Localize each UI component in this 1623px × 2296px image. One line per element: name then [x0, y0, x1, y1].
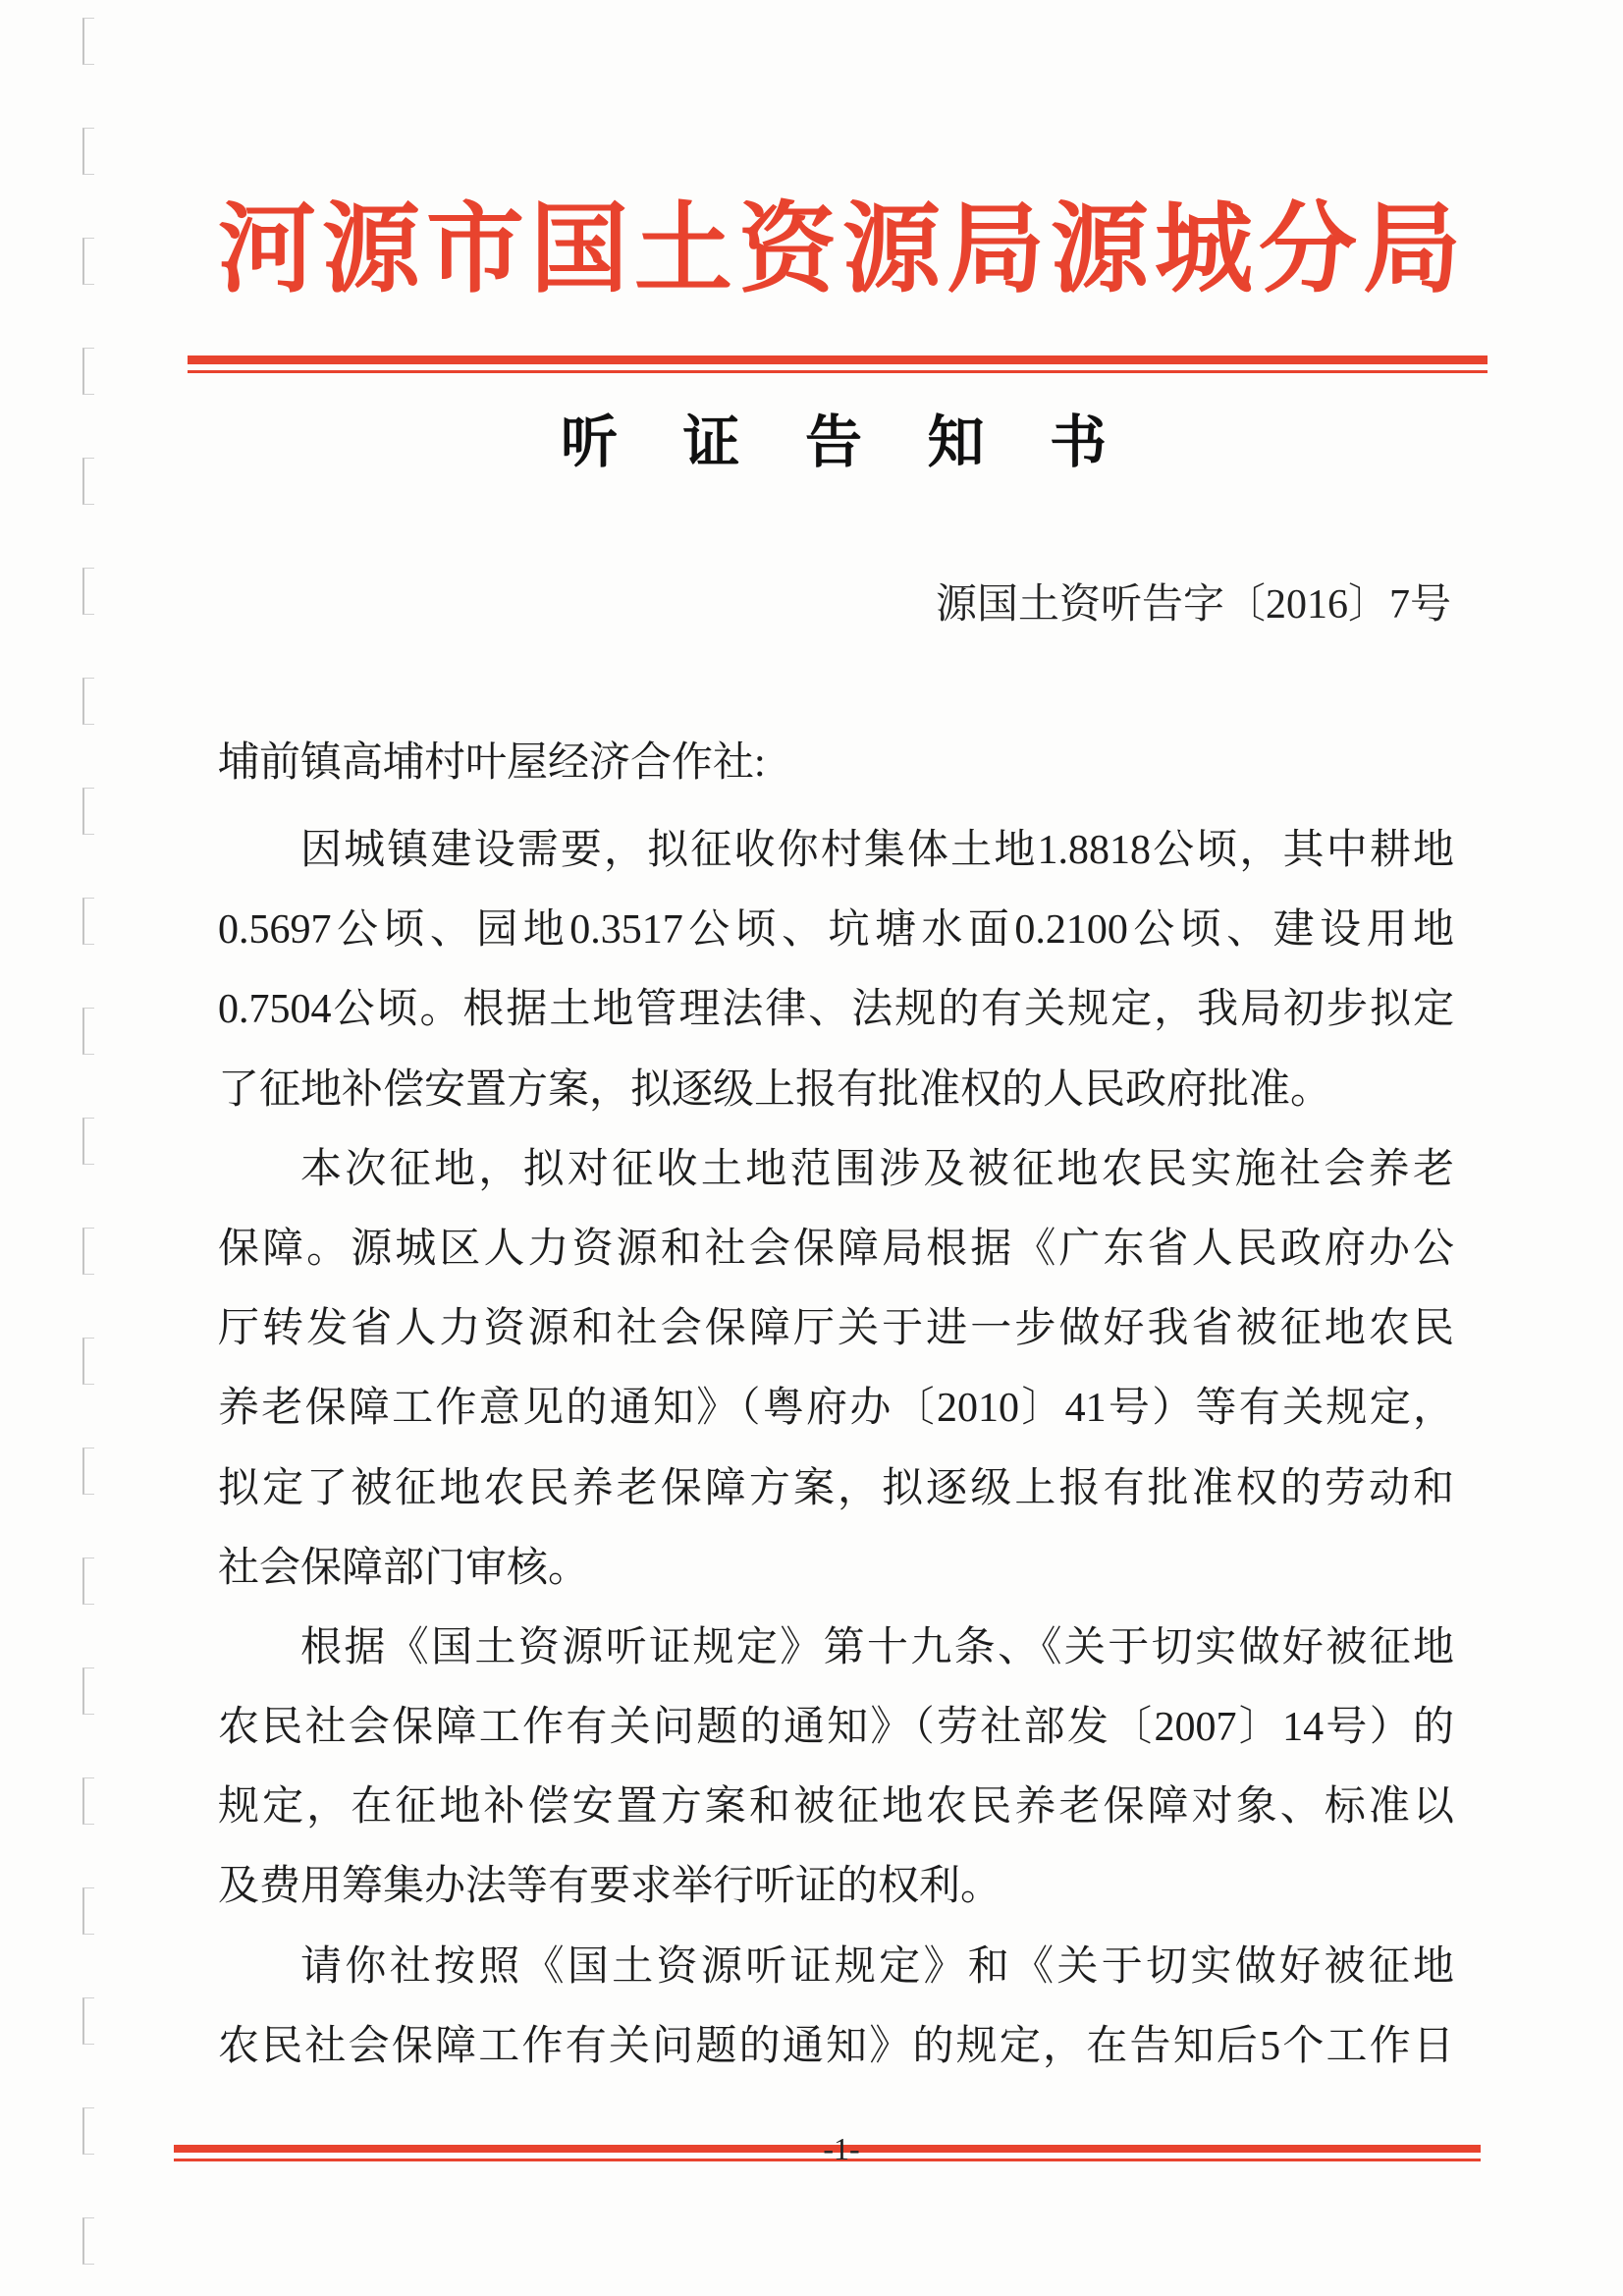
binding-mark — [82, 788, 94, 835]
binding-mark — [82, 458, 94, 505]
document-title: 听 证 告 知 书 — [561, 410, 1107, 474]
body-line: 及费用筹集办法等有要求举行听证的权利。 — [218, 1864, 1002, 1910]
binding-mark — [82, 2107, 94, 2155]
body-line: 根据《国土资源听证规定》第十九条、《关于切实做好被征地 — [300, 1624, 1454, 1670]
binding-mark — [82, 1448, 94, 1495]
body-line: 厅转发省人力资源和社会保障厅关于进一步做好我省被征地农民 — [218, 1306, 1454, 1352]
binding-mark — [82, 1887, 94, 1935]
paragraph — [218, 1928, 1454, 2087]
body-line: 社会保障部门审核。 — [218, 1545, 590, 1591]
header-rule-thin — [188, 370, 1488, 373]
body-line: 0.7504公顷。根据土地管理法律、法规的有关规定，我局初步拟定 — [218, 987, 1454, 1033]
binding-mark — [82, 1997, 94, 2045]
organization-title: 河源市国土资源局源城分局 — [218, 195, 1461, 304]
body-line: 请你社按照《国土资源听证规定》和《关于切实做好被征地 — [300, 1943, 1454, 1990]
body-line: 0.5697公顷、园地0.3517公顷、坑塘水面0.2100公顷、建设用地 — [218, 907, 1454, 954]
paragraph — [218, 1609, 1454, 1928]
paragraph — [218, 1130, 1454, 1609]
binding-mark — [82, 898, 94, 945]
binding-mark — [82, 678, 94, 725]
binding-mark — [82, 568, 94, 615]
binding-mark — [82, 1777, 94, 1825]
binding-mark — [82, 128, 94, 175]
body-line: 拟定了被征地农民养老保障方案，拟逐级上报有批准权的劳动和 — [218, 1465, 1454, 1511]
paragraph — [218, 811, 1454, 1130]
binding-mark — [82, 348, 94, 395]
body-line: 农民社会保障工作有关问题的通知》的规定，在告知后5个工作日 — [218, 2023, 1454, 2069]
body-line: 了征地补偿安置方案，拟逐级上报有批准权的人民政府批准。 — [218, 1066, 1332, 1113]
binding-mark — [82, 1667, 94, 1715]
body-line: 规定，在征地补偿安置方案和被征地农民养老保障对象、标准以 — [218, 1784, 1454, 1831]
binding-mark — [82, 1558, 94, 1605]
body-line: 农民社会保障工作有关问题的通知》（劳社部发〔2007〕14号）的 — [218, 1705, 1454, 1751]
binding-mark — [82, 1008, 94, 1055]
binding-mark — [82, 1118, 94, 1165]
binding-mark — [82, 1228, 94, 1275]
body-line: 因城镇建设需要，拟征收你村集体土地1.8818公顷，其中耕地 — [300, 828, 1454, 873]
header-rule-thick — [188, 355, 1488, 364]
body-line: 保障。源城区人力资源和社会保障局根据《广东省人民政府办公 — [218, 1226, 1454, 1272]
binding-mark — [82, 238, 94, 285]
addressee: 埔前镇高埔村叶屋经济合作社: — [218, 740, 766, 786]
binding-mark — [82, 18, 94, 65]
document-number: 源国土资听告字〔2016〕7号 — [935, 582, 1451, 628]
body-line: 本次征地，拟对征收土地范围涉及被征地农民实施社会养老 — [300, 1146, 1454, 1192]
body-text — [218, 811, 1454, 2087]
page-number: -1- — [823, 2131, 860, 2166]
binding-mark — [82, 1338, 94, 1385]
body-line: 养老保障工作意见的通知》（粤府办〔2010〕41号）等有关规定， — [218, 1386, 1454, 1432]
binding-mark — [82, 2217, 94, 2265]
